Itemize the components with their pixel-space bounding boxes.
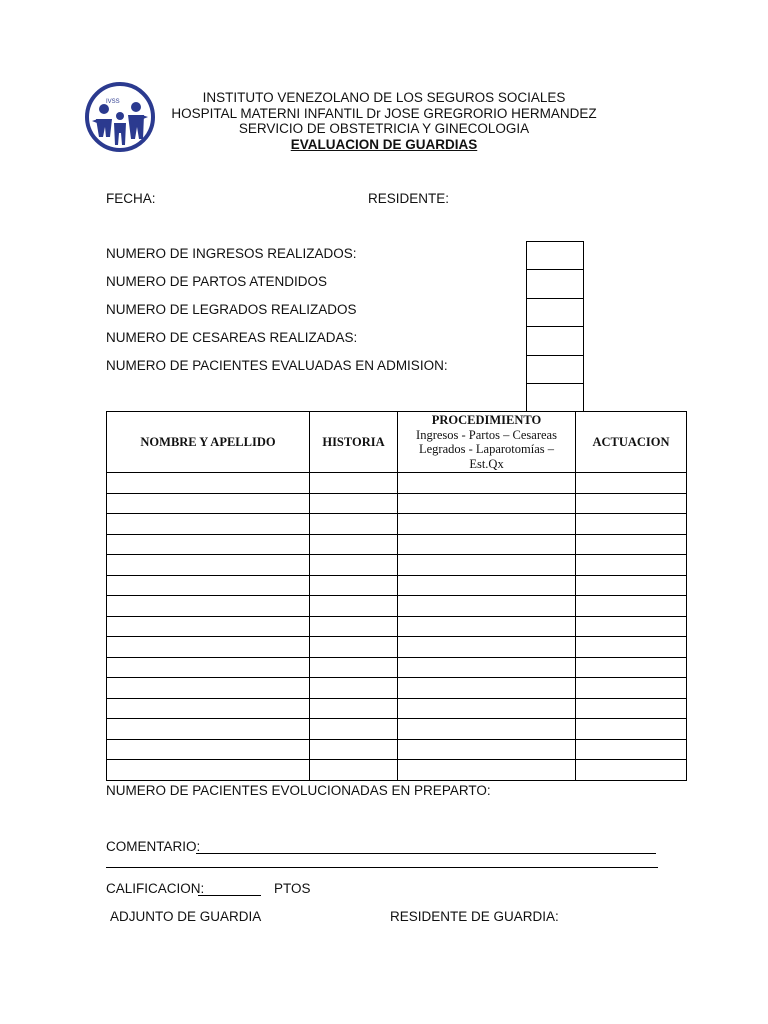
header-hospital: HOSPITAL MATERNI INFANTIL Dr JOSE GREGRORIO HERMANDEZ	[171, 105, 597, 121]
cell-nombre[interactable]	[107, 534, 310, 555]
count-legrados-label: NUMERO DE LEGRADOS REALIZADOS	[106, 302, 357, 317]
cell-procedimiento[interactable]	[398, 637, 576, 658]
ptos-label: PTOS	[274, 881, 311, 896]
cell-actuacion[interactable]	[576, 760, 687, 781]
table-row	[107, 514, 687, 535]
count-boxes	[526, 241, 584, 412]
cell-historia[interactable]	[310, 698, 398, 719]
col-historia-header: HISTORIA	[310, 412, 398, 473]
cell-actuacion[interactable]	[576, 637, 687, 658]
cell-nombre[interactable]	[107, 657, 310, 678]
table-row	[107, 575, 687, 596]
cell-actuacion[interactable]	[576, 575, 687, 596]
cell-historia[interactable]	[310, 678, 398, 699]
cell-procedimiento[interactable]	[398, 657, 576, 678]
table-row	[107, 760, 687, 781]
cell-procedimiento[interactable]	[398, 739, 576, 760]
cell-nombre[interactable]	[107, 739, 310, 760]
cell-historia[interactable]	[310, 575, 398, 596]
cell-actuacion[interactable]	[576, 698, 687, 719]
document-title: EVALUACION DE GUARDIAS	[290, 136, 478, 152]
cell-procedimiento[interactable]	[398, 555, 576, 576]
table-row	[107, 739, 687, 760]
cell-nombre[interactable]	[107, 719, 310, 740]
col-procedimiento-sub1: Ingresos - Partos – Cesareas	[416, 427, 557, 442]
cell-procedimiento[interactable]	[398, 616, 576, 637]
table-row	[107, 637, 687, 658]
residente-guardia-label: RESIDENTE DE GUARDIA:	[390, 909, 559, 924]
cell-nombre[interactable]	[107, 493, 310, 514]
cell-actuacion[interactable]	[576, 657, 687, 678]
cell-nombre[interactable]	[107, 596, 310, 617]
cell-procedimiento[interactable]	[398, 514, 576, 535]
table-row	[107, 719, 687, 740]
table-row	[107, 555, 687, 576]
cell-actuacion[interactable]	[576, 555, 687, 576]
count-cesareas-label: NUMERO DE CESAREAS REALIZADAS:	[106, 330, 358, 345]
table-row	[107, 678, 687, 699]
cell-historia[interactable]	[310, 493, 398, 514]
cell-procedimiento[interactable]	[398, 698, 576, 719]
document-header	[150, 90, 618, 152]
cell-actuacion[interactable]	[576, 534, 687, 555]
header-institute: INSTITUTO VENEZOLANO DE LOS SEGUROS SOCIALES	[202, 90, 566, 105]
table-row	[107, 493, 687, 514]
cell-actuacion[interactable]	[576, 719, 687, 740]
cell-historia[interactable]	[310, 534, 398, 555]
count-box-partos[interactable]	[527, 270, 583, 298]
calificacion-label: CALIFICACION:	[106, 881, 205, 896]
cell-actuacion[interactable]	[576, 514, 687, 535]
col-procedimiento-header	[398, 412, 576, 473]
cell-nombre[interactable]	[107, 514, 310, 535]
cell-nombre[interactable]	[107, 575, 310, 596]
table-row	[107, 534, 687, 555]
cell-historia[interactable]	[310, 596, 398, 617]
cell-procedimiento[interactable]	[398, 493, 576, 514]
cell-nombre[interactable]	[107, 637, 310, 658]
table-row	[107, 596, 687, 617]
ivss-logo	[84, 81, 156, 153]
col-nombre-header: NOMBRE Y APELLIDO	[107, 412, 310, 473]
col-procedimiento-sub3: Est.Qx	[469, 456, 504, 471]
cell-actuacion[interactable]	[576, 616, 687, 637]
cell-nombre[interactable]	[107, 760, 310, 781]
cell-actuacion[interactable]	[576, 678, 687, 699]
residente-label: RESIDENTE:	[368, 191, 450, 206]
cell-historia[interactable]	[310, 719, 398, 740]
cell-procedimiento[interactable]	[398, 473, 576, 494]
table-row	[107, 616, 687, 637]
cell-nombre[interactable]	[107, 616, 310, 637]
preparto-label: NUMERO DE PACIENTES EVOLUCIONADAS EN PREPARTO:	[106, 783, 491, 798]
adjunto-label: ADJUNTO DE GUARDIA	[110, 909, 262, 924]
table-header-row	[107, 412, 687, 473]
table-row	[107, 473, 687, 494]
cell-actuacion[interactable]	[576, 739, 687, 760]
count-partos-label: NUMERO DE PARTOS ATENDIDOS	[106, 274, 328, 289]
col-actuacion-header: ACTUACION	[576, 412, 687, 473]
cell-nombre[interactable]	[107, 555, 310, 576]
col-procedimiento-sub2: Legrados - Laparotomías –	[418, 442, 555, 457]
cell-nombre[interactable]	[107, 473, 310, 494]
cell-procedimiento[interactable]	[398, 719, 576, 740]
comentario-line-1[interactable]	[196, 853, 656, 854]
count-admision-label: NUMERO DE PACIENTES EVALUADAS EN ADMISION:	[106, 358, 448, 373]
fecha-label: FECHA:	[106, 191, 156, 206]
cell-procedimiento[interactable]	[398, 596, 576, 617]
cell-historia[interactable]	[310, 739, 398, 760]
logo-text: IVSS	[106, 99, 120, 105]
cell-actuacion[interactable]	[576, 493, 687, 514]
cell-historia[interactable]	[310, 514, 398, 535]
col-procedimiento-title: PROCEDIMIENTO	[431, 412, 542, 427]
cell-historia[interactable]	[310, 616, 398, 637]
cell-nombre[interactable]	[107, 678, 310, 699]
cell-actuacion[interactable]	[576, 473, 687, 494]
header-service: SERVICIO DE OBSTETRICIA Y GINECOLOGIA	[238, 121, 530, 136]
comentario-label: COMENTARIO:	[106, 839, 201, 854]
cell-procedimiento[interactable]	[398, 760, 576, 781]
count-box-cesareas[interactable]	[527, 327, 583, 355]
cell-historia[interactable]	[310, 657, 398, 678]
calificacion-line[interactable]	[198, 895, 261, 896]
cell-procedimiento[interactable]	[398, 575, 576, 596]
comentario-line-2[interactable]	[106, 867, 658, 868]
cell-procedimiento[interactable]	[398, 534, 576, 555]
table-body	[107, 473, 687, 781]
count-box-extra[interactable]	[527, 384, 583, 412]
count-ingresos-label: NUMERO DE INGRESOS REALIZADOS:	[106, 246, 357, 261]
cell-historia[interactable]	[310, 637, 398, 658]
count-box-ingresos[interactable]	[527, 242, 583, 270]
cell-historia[interactable]	[310, 760, 398, 781]
cell-historia[interactable]	[310, 473, 398, 494]
table-row	[107, 657, 687, 678]
table-row	[107, 698, 687, 719]
cell-historia[interactable]	[310, 555, 398, 576]
count-box-legrados[interactable]	[527, 299, 583, 327]
patients-table	[106, 411, 687, 781]
count-box-admision[interactable]	[527, 356, 583, 384]
cell-procedimiento[interactable]	[398, 678, 576, 699]
cell-actuacion[interactable]	[576, 596, 687, 617]
cell-nombre[interactable]	[107, 698, 310, 719]
